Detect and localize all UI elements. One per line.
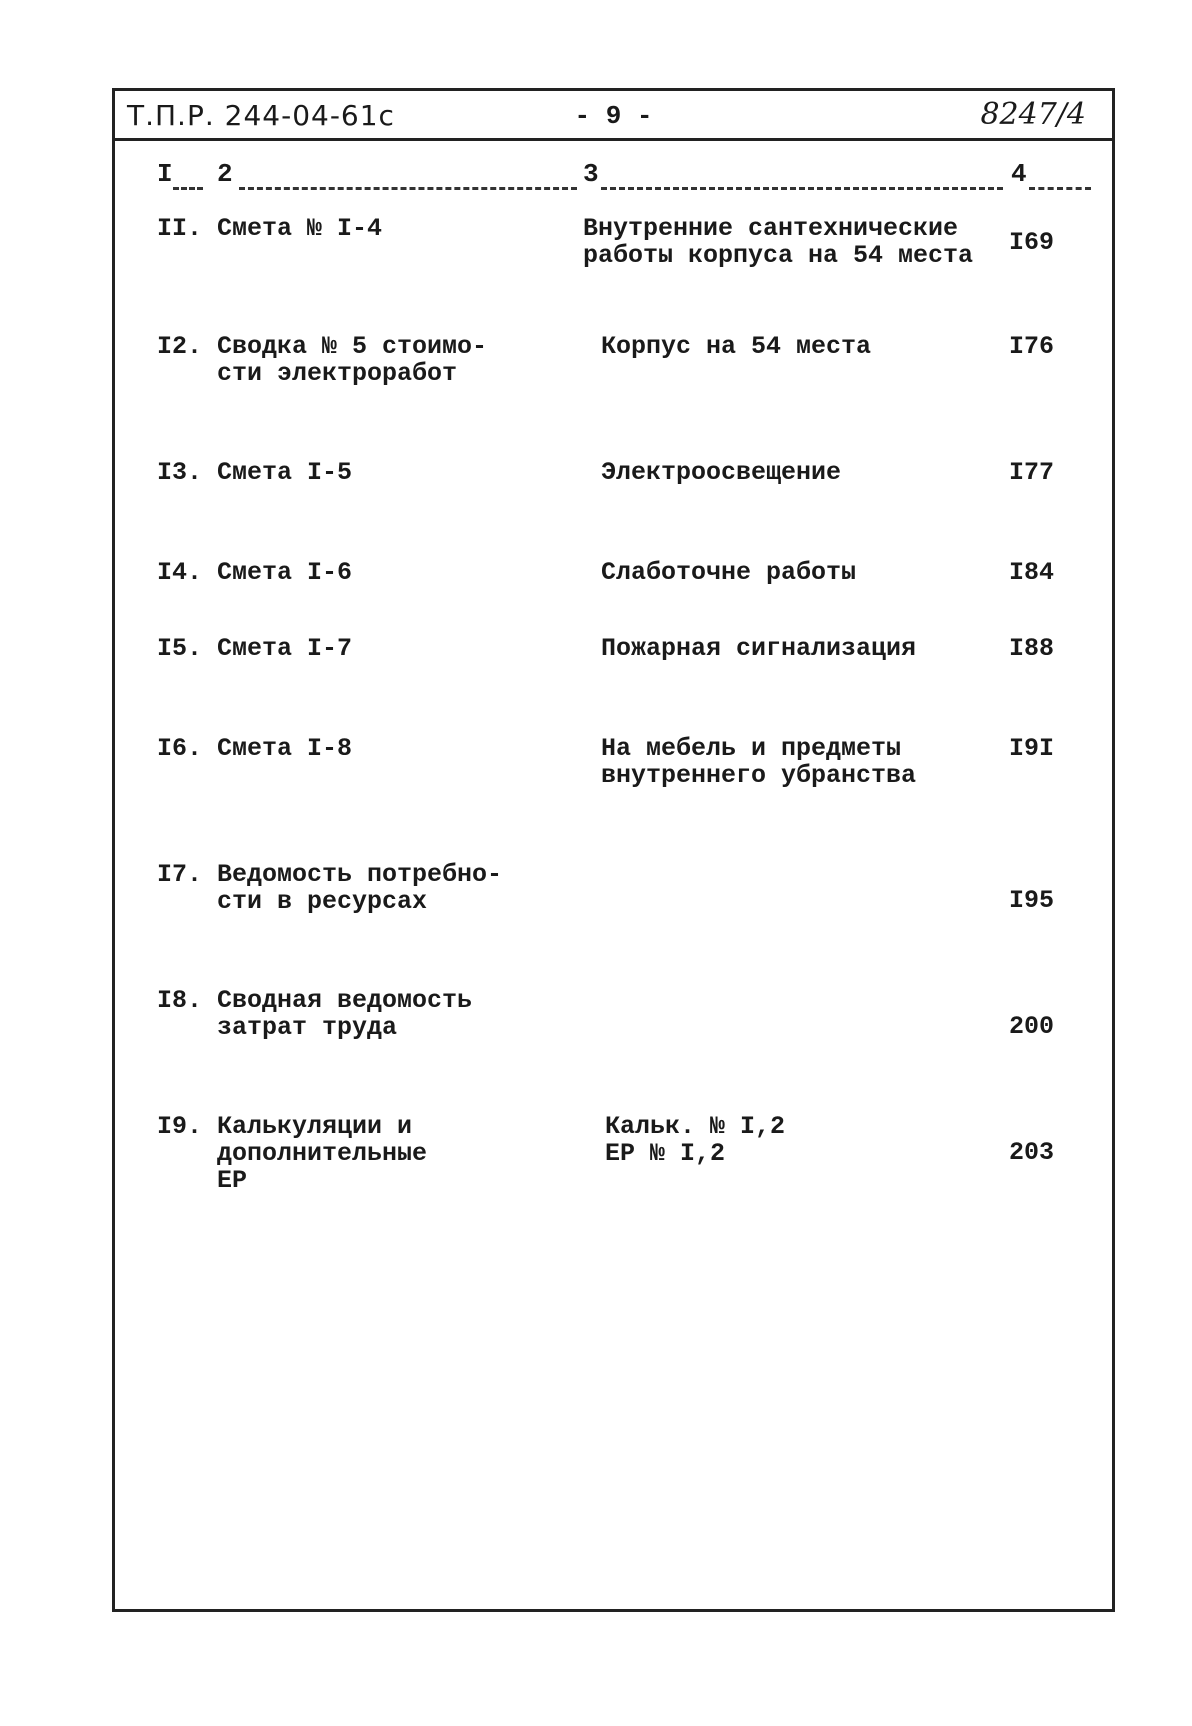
row-description: Корпус на 54 места bbox=[601, 332, 872, 361]
header-dash-divider bbox=[601, 187, 1003, 190]
row-number: II. bbox=[157, 214, 203, 243]
row-page: 203 bbox=[1009, 1138, 1055, 1167]
header-dash-divider bbox=[239, 187, 577, 190]
row-number: I6. bbox=[157, 734, 203, 763]
row-number: I8. bbox=[157, 986, 203, 1015]
row-name: Смета № I-4 bbox=[217, 214, 383, 243]
row-name: Калькуляции и дополнительные ЕР bbox=[217, 1112, 428, 1195]
column-header-3: 3 bbox=[583, 159, 599, 189]
column-header-1: I bbox=[157, 159, 173, 189]
header-dash-divider bbox=[1029, 187, 1091, 190]
row-page: I95 bbox=[1009, 886, 1055, 915]
row-number: I3. bbox=[157, 458, 203, 487]
row-number: I4. bbox=[157, 558, 203, 587]
row-page: I77 bbox=[1009, 458, 1055, 487]
row-description: Пожарная сигнализация bbox=[601, 634, 917, 663]
row-name: Смета I-6 bbox=[217, 558, 353, 587]
row-name: Смета I-8 bbox=[217, 734, 353, 763]
row-page: I76 bbox=[1009, 332, 1055, 361]
row-page: I88 bbox=[1009, 634, 1055, 663]
row-description: Слаботочне работы bbox=[601, 558, 857, 587]
row-number: I9. bbox=[157, 1112, 203, 1141]
archive-code: 8247/4 bbox=[980, 97, 1086, 132]
row-page: I9I bbox=[1009, 734, 1055, 763]
row-page: I69 bbox=[1009, 228, 1055, 257]
header-dash-divider bbox=[173, 187, 203, 190]
project-code: Т.П.Р. 244-04-61с bbox=[127, 99, 395, 132]
row-description: Внутренние сантехнические работы корпуса на 54 места bbox=[583, 214, 974, 270]
page-frame bbox=[112, 88, 1115, 1612]
header-bar bbox=[115, 91, 1112, 141]
row-name: Смета I-5 bbox=[217, 458, 353, 487]
row-description: Кальк. № I,2 ЕР № I,2 bbox=[605, 1112, 786, 1168]
row-name: Смета I-7 bbox=[217, 634, 353, 663]
row-page: I84 bbox=[1009, 558, 1055, 587]
row-page: 200 bbox=[1009, 1012, 1055, 1041]
column-header-2: 2 bbox=[217, 159, 233, 189]
row-name: Сводка № 5 стоимо- сти электроработ bbox=[217, 332, 488, 388]
row-number: I7. bbox=[157, 860, 203, 889]
row-description: Электроосвещение bbox=[601, 458, 842, 487]
page-number: - 9 - bbox=[574, 101, 653, 131]
row-number: I2. bbox=[157, 332, 203, 361]
row-name: Сводная ведомость затрат труда bbox=[217, 986, 473, 1042]
column-header-4: 4 bbox=[1011, 159, 1027, 189]
row-number: I5. bbox=[157, 634, 203, 663]
row-description: На мебель и предметы внутреннего убранства bbox=[601, 734, 917, 790]
row-name: Ведомость потребно- сти в ресурсах bbox=[217, 860, 503, 916]
